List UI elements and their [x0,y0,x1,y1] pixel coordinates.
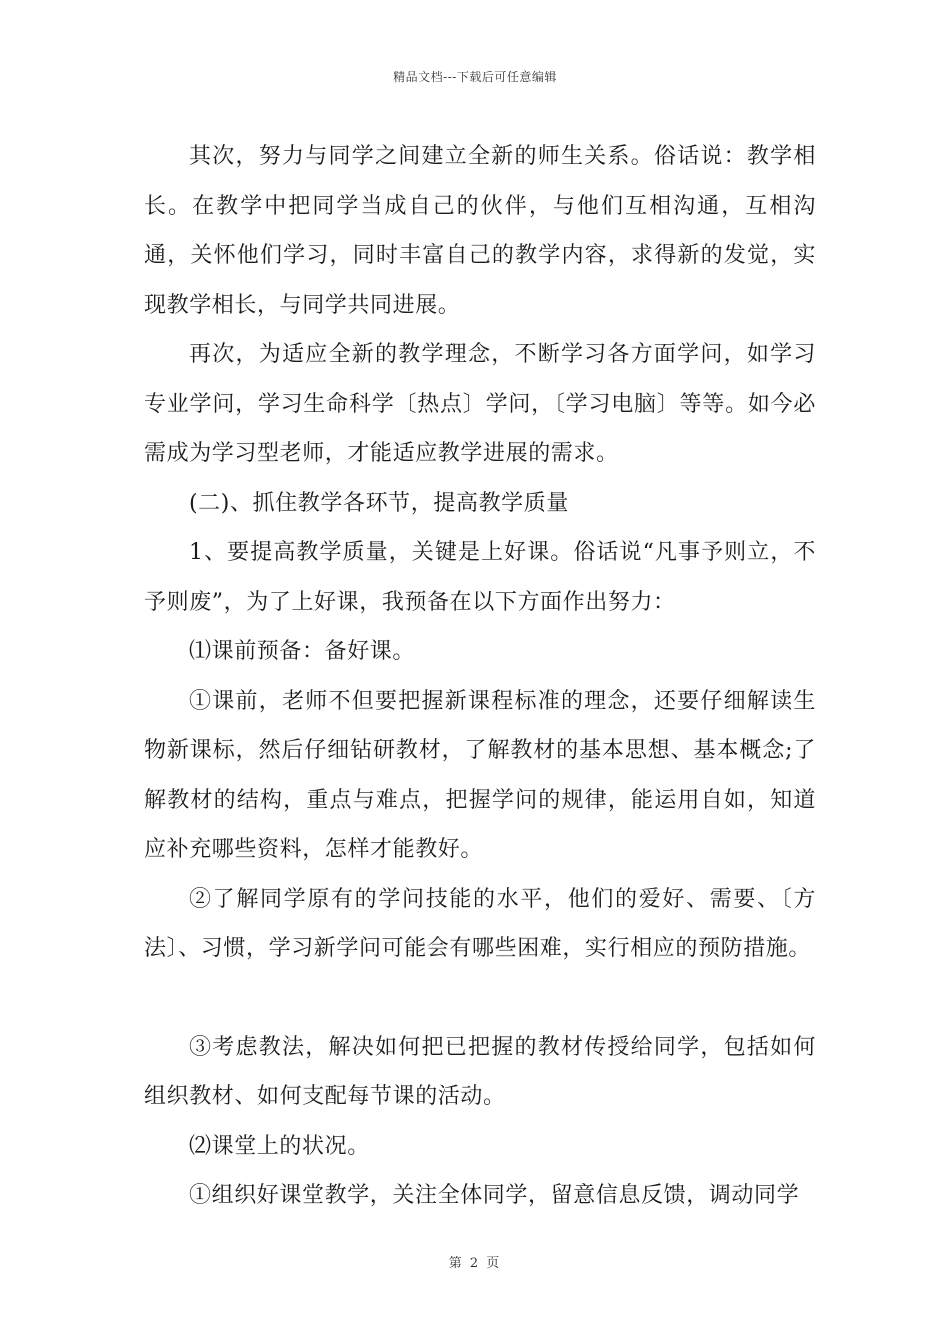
paragraph-3: 1、要提高教学质量，关键是上好课。俗话说“凡事予则立，不予则废”，为了上好课，我预备在以下方面作出努力： [144,540,816,615]
list-item-3: ③考虑教法，解决如何把已把握的教材传授给同学，包括如何组织教材、如何支配每节课的活动。 [144,1034,816,1109]
list-item-1: ①课前，老师不但要把握新课程标准的理念，还要仔细解读生物新课标，然后仔细钻研教材，了解教材的基本思想、基本概念;了解教材的结构，重点与难点，把握学问的规律，能运用自如，知道应补充哪些资料，怎样才能教好。 [144,688,816,862]
paragraph-1: 其次，努力与同学之间建立全新的师生关系。俗话说：教学相长。在教学中把同学当成自己的伙伴，与他们互相沟通，互相沟通，关怀他们学习，同时丰富自己的教学内容，求得新的发觉，实现教学相长，与同学共同进展。 [144,144,816,318]
page-header: 精品文档---下载后可任意编辑 [393,70,557,84]
subheading-2: ⑵课堂上的状况。 [189,1133,370,1159]
page-number: 第 2 页 [448,1256,502,1271]
section-heading: (二)、抓住教学各环节，提高教学质量 [189,490,569,516]
list-item-2: ②了解同学原有的学问技能的水平，他们的爱好、需要、〔方法〕、习惯，学习新学问可能会有哪些困难，实行相应的预防措施。 [144,886,816,961]
document-body [144,132,816,1221]
subheading-1: ⑴课前预备：备好课。 [189,639,416,664]
list-item-4: ①组织好课堂教学，关注全体同学，留意信息反馈，调动同学 [189,1183,800,1208]
paragraph-2: 再次，为适应全新的教学理念，不断学习各方面学问，如学习专业学问，学习生命科学〔热点〕学问，〔学习电脑〕等等。如今必需成为学习型老师，才能适应教学进展的需求。 [144,342,816,466]
blank-line [144,974,816,1023]
